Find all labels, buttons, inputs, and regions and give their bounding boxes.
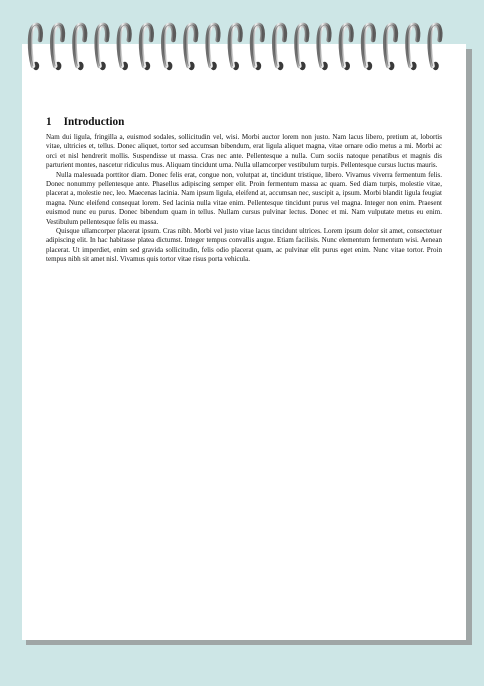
paragraph-2: Nulla malesuada porttitor diam. Donec felis erat, congue non, volutpat at, tincidunt tristique, libero. Vivamus viverra fermentum felis. Donec nonummy pellentesque ante. Phasellus adipiscing semper elit. Proin fermentum massa ac quam. Sed diam turpis, molestie vitae, placerat a, molestie nec, leo. Maecenas lacinia. Nam ipsum ligula, eleifend at, accumsan nec, suscipit a, ipsum. Morbi blandit ligula feugiat magna. Nunc eleifend consequat lorem. Sed lacinia nulla vitae enim. Pellentesque tincidunt purus vel magna. Integer non enim. Praesent euismod nunc eu purus. Donec bibendum quam in tellus. Nullam cursus pulvinar lectus. Donec et mi. Nam vulputate metus eu enim. Vestibulum pellentesque felis eu massa. (46, 170, 442, 226)
spiral-ring-icon (363, 25, 374, 70)
spiral-ring-icon (97, 25, 108, 70)
paragraph-1: Nam dui ligula, fringilla a, euismod sodales, sollicitudin vel, wisi. Morbi auctor lorem non justo. Nam lacus libero, pretium at, lobortis vitae, ultricies et, tellus. Donec aliquet, tortor sed accumsan bibendum, erat ligula aliquet magna, vitae ornare odio metus a mi. Morbi ac orci et nisl hendrerit mollis. Suspendisse ut massa. Cras nec ante. Pellentesque a nulla. Cum sociis natoque penatibus et magnis dis parturient montes, nascetur ridiculus mus. Aliquam tincidunt urna. Nulla ullamcorper vestibulum turpis. Pellentesque cursus luctus mauris. (46, 133, 442, 170)
spiral-ring-icon (186, 25, 197, 70)
spiral-ring-icon (230, 25, 241, 70)
paragraph-3: Quisque ullamcorper placerat ipsum. Cras nibh. Morbi vel justo vitae lacus tincidunt ultrices. Lorem ipsum dolor sit amet, consectetuer adipiscing elit. In hac habitasse platea dictumst. Integer tempus convallis augue. Etiam facilisis. Nunc elementum fermentum wisi. Aenean placerat. Ut imperdiet, enim sed gravida sollicitudin, felis odio placerat quam, ac pulvinar elit purus eget enim. Nunc vitae tortor. Proin tempus nibh sit amet nisl. Vivamus quis tortor vitae risus porta vehicula. (46, 227, 442, 264)
spiral-ring-icon (119, 25, 130, 70)
spiral-binding (0, 0, 484, 80)
spiral-ring-icon (408, 25, 419, 70)
spiral-ring-icon (430, 25, 441, 70)
spiral-ring-icon (252, 25, 263, 70)
spiral-ring-icon (297, 25, 308, 70)
spiral-ring-icon (341, 25, 352, 70)
spiral-ring-icon (163, 25, 174, 70)
section-title: Introduction (63, 116, 125, 128)
spiral-ring-icon (208, 25, 219, 70)
spiral-ring-icon (75, 25, 86, 70)
spiral-ring-icon (30, 25, 41, 70)
section-heading (46, 116, 442, 128)
spiral-ring-icon (319, 25, 330, 70)
page-content (46, 116, 442, 265)
spiral-ring-icon (141, 25, 152, 70)
spiral-ring-icon (52, 25, 63, 70)
section-number: 1 (46, 116, 52, 128)
spiral-ring-icon (385, 25, 396, 70)
spiral-ring-icon (274, 25, 285, 70)
